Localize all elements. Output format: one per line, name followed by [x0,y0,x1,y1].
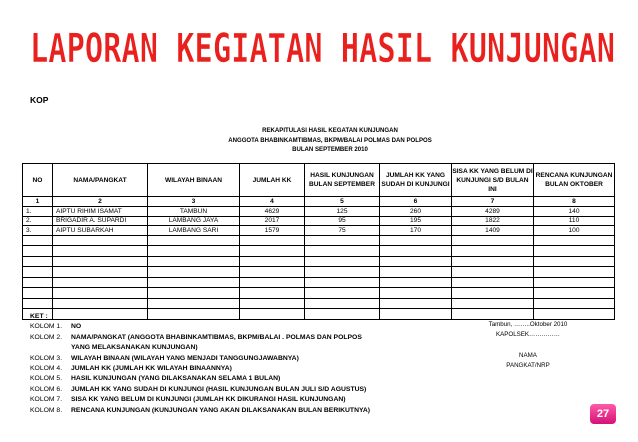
empty-row [23,267,615,278]
legend-item [30,343,370,353]
cell-name: BRIGADIR A. SUPARDI [53,216,148,226]
col-header: JUMLAH KK YANG SUDAH DI KUNJUNGI [380,164,452,197]
legend-key: KOLOM 6. [30,385,63,393]
kop-label: KOP [30,95,49,105]
column-number: 6 [380,197,452,207]
report-title-text: LAPORAN KEGIATAN HASIL KUNJUNGAN [30,26,615,72]
col-header: JUMLAH KK [240,164,305,197]
col-header: HASIL KUNJUNGAN BULAN SEPTEMBER [305,164,380,197]
cell-remaining: 4289 [452,207,534,217]
column-number: 1 [23,197,53,207]
legend-key: KOLOM 3. [30,354,63,362]
column-number: 8 [534,197,615,207]
signer-rank: PANGKAT/NRP [506,362,550,369]
cell-visits: 95 [305,216,380,226]
place-date: Tambun, ……..Oktober 2010 [488,321,568,328]
legend-item [30,385,370,395]
cell-no: 2. [23,216,53,226]
table-header-row [23,164,615,197]
legend-item [30,406,370,416]
cell-area: TAMBUN [148,207,240,217]
cell-visited: 260 [380,207,452,217]
cell-area: LAMBANG SARI [148,226,240,236]
column-number: 2 [53,197,148,207]
cell-plan: 100 [534,226,615,236]
cell-plan: 110 [534,216,615,226]
header-line-3: BULAN SEPTEMBER 2010 [292,146,368,153]
column-number: 4 [240,197,305,207]
column-number: 5 [305,197,380,207]
report-header [164,126,495,155]
legend-notes [30,312,370,416]
cell-visited: 195 [380,216,452,226]
cell-no: 1. [23,207,53,217]
table-row [23,226,615,236]
cell-plan: 140 [534,207,615,217]
col-header: SISA KK YANG BELUM DI KUNJUNGI S/D BULAN INI [452,164,534,197]
column-number: 7 [452,197,534,207]
cell-area: LAMBANG JAYA [148,216,240,226]
legend-value: YANG MELAKSANAKAN KUNJUNGAN) [71,344,198,352]
col-header: RENCANA KUNJUNGAN BULAN OKTOBER [534,164,615,197]
header-line-1: REKAPITULASI HASIL KEGATAN KUNJUNGAN [262,127,398,134]
empty-row [23,235,615,246]
legend-label: KET : [30,313,48,320]
column-number-row [23,197,615,207]
legend-value: NAMA/PANGKAT (ANGGOTA BHABINKAMTIBMAS, BKPM/BALAI . POLMAS DAN POLPOS [71,333,362,341]
cell-remaining: 1409 [452,226,534,236]
legend-value: JUMLAH KK (JUMLAH KK WILAYAH BINAANNYA) [71,365,232,373]
legend-value: RENCANA KUNJUNGAN (KUNJUNGAN YANG AKAN DILAKSANAKAN BULAN BERIKUTNYA) [71,406,371,414]
empty-row [23,288,615,299]
legend-item [30,374,370,384]
legend-value: WILAYAH BINAAN (WILAYAH YANG MENJADI TANGGUNGJAWABNYA) [71,354,299,362]
cell-remaining: 1822 [452,216,534,226]
signer-name: NAMA [519,352,537,359]
cell-visits: 125 [305,207,380,217]
legend-value: NO [71,323,82,331]
empty-row [23,246,615,257]
legend-item [30,354,370,364]
table-row [23,216,615,226]
cell-visited: 170 [380,226,452,236]
empty-row [23,298,615,309]
legend-item [30,333,370,343]
cell-name: AIPTU RIHIM ISAMAT [53,207,148,217]
legend-key: KOLOM 1. [30,323,63,331]
cell-kk: 1579 [240,226,305,236]
signature-block [468,320,588,371]
legend-item [30,364,370,374]
legend-key: KOLOM 7. [30,396,63,404]
empty-row [23,256,615,267]
legend-item [30,322,370,332]
legend-key: KOLOM 8. [30,406,63,414]
legend-value: JUMLAH KK YANG SUDAH DI KUNJUNGI (HASIL KUNJUNGAN BULAN JULI S/D AGUSTUS) [71,385,367,393]
legend-key: KOLOM 5. [30,375,63,383]
cell-visits: 75 [305,226,380,236]
legend-key: KOLOM 4. [30,365,63,373]
legend-value: SISA KK YANG BELUM DI KUNJUNGI (JUMLAH KK DIKURANGI HASIL KUNJUNGAN) [71,396,346,404]
col-header: NAMA/PANGKAT [53,164,148,197]
cell-kk: 4629 [240,207,305,217]
report-title [30,22,615,70]
col-header: NO [23,164,53,197]
legend-key: KOLOM 2. [30,333,63,341]
legend-key [30,343,71,353]
cell-name: AIPTU SUBARKAH [53,226,148,236]
table-row [23,207,615,217]
cell-kk: 2017 [240,216,305,226]
signer-role: KAPOLSEK…………… [496,331,560,338]
legend-item [30,395,370,405]
col-header: WILAYAH BINAAN [148,164,240,197]
report-table [22,163,615,320]
page-number-badge: 27 [590,404,616,424]
empty-row [23,277,615,288]
header-line-2: ANGGOTA BHABINKAMTIBMAS, BKPM/BALAI POLMAS DAN POLPOS [228,136,432,144]
column-number: 3 [148,197,240,207]
cell-no: 3. [23,226,53,236]
legend-value: HASIL KUNJUNGAN (YANG DILAKSANAKAN SELAMA 1 BULAN) [71,375,281,383]
